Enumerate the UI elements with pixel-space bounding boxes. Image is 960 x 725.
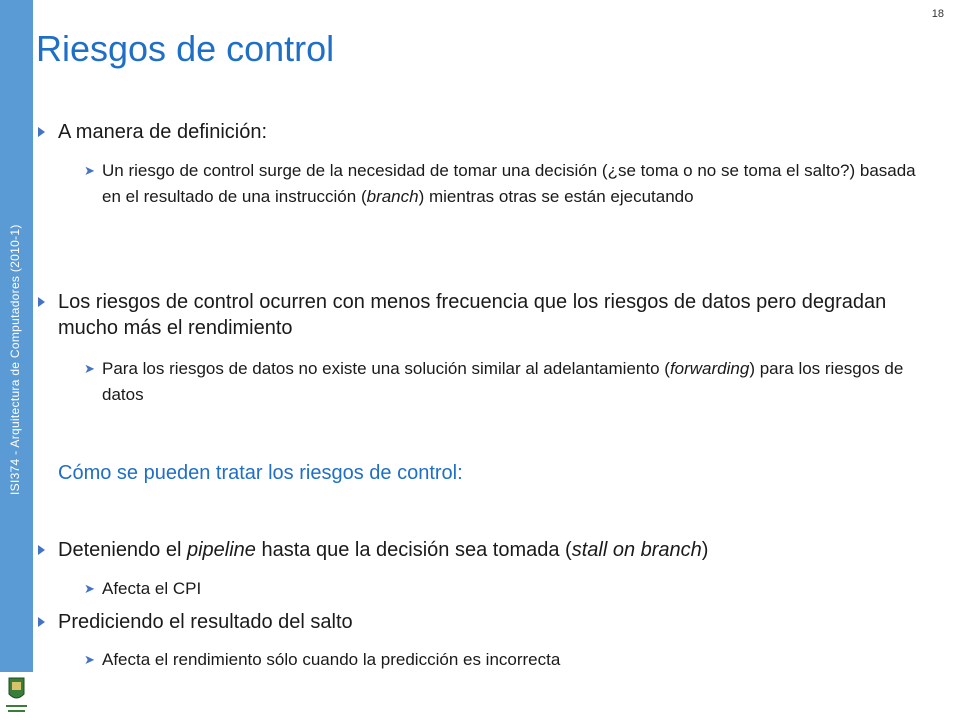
sub-bullet-arrow-icon: ➤	[84, 361, 95, 376]
sub-bullet-text: Un riesgo de control surge de la necesidad de tomar una decisión (¿se toma o no se toma el salto?) basada en el resultado de una instrucción (branch) mientras otras se están ejecutando	[102, 161, 916, 206]
bullet-arrow-icon	[38, 127, 45, 137]
course-label: ISI374 - Arquitectura de Computadores (2010-1)	[8, 224, 22, 495]
bullet-arrow-icon	[38, 617, 45, 627]
bullet-text: Los riesgos de control ocurren con menos frecuencia que los riesgos de datos pero degradan mucho más el rendimiento	[58, 291, 887, 339]
sub-bullet-arrow-icon: ➤	[84, 581, 95, 596]
sub-bullet-definition	[84, 158, 924, 210]
sub-bullet-arrow-icon: ➤	[84, 652, 95, 667]
bullet-frequency	[38, 289, 928, 341]
bullet-text: Prediciendo el resultado del salto	[58, 611, 353, 633]
sub-bullet-text: Afecta el rendimiento sólo cuando la predicción es incorrecta	[102, 650, 561, 669]
section-heading: Cómo se pueden tratar los riesgos de control:	[58, 462, 463, 484]
bullet-prediction	[38, 609, 928, 635]
sub-bullet-cpi	[84, 576, 924, 602]
sidebar-band	[0, 0, 33, 720]
slide-title: Riesgos de control	[36, 28, 335, 69]
university-seal-icon	[0, 672, 33, 720]
bullet-arrow-icon	[38, 297, 45, 307]
sub-bullet-forwarding	[84, 356, 924, 408]
sub-bullet-text: Afecta el CPI	[102, 579, 202, 598]
bullet-stall	[38, 537, 928, 563]
page-number: 18	[931, 8, 944, 20]
bullet-definition	[38, 119, 928, 145]
sub-bullet-prediction	[84, 647, 924, 673]
university-seal-graphic	[0, 672, 33, 720]
bullet-text: Deteniendo el pipeline hasta que la decisión sea tomada (stall on branch)	[58, 539, 709, 561]
sub-bullet-text: Para los riesgos de datos no existe una solución similar al adelantamiento (forwarding) para los riesgos de datos	[102, 359, 904, 404]
bullet-text: A manera de definición:	[58, 121, 268, 143]
bullet-arrow-icon	[38, 545, 45, 555]
sub-bullet-arrow-icon: ➤	[84, 163, 95, 178]
